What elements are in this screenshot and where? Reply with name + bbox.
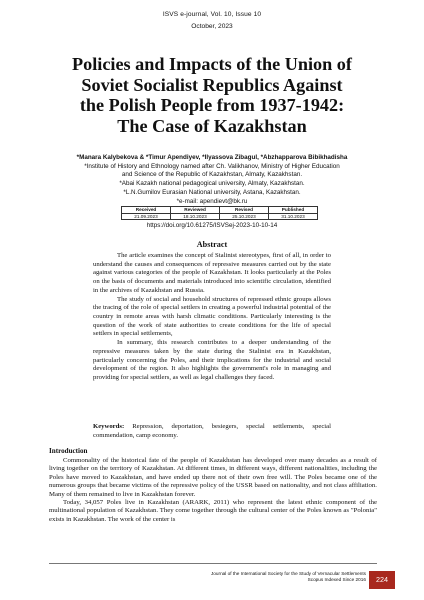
body-paragraph: Commonality of the historical fate of the people of Kazakhstan has developed over many decades as a result of living together on the territory of Kazakhstan. At different times, in different ways, different nationalities, including the Poles have moved to Kazakhstan, and have ended up there not of their own free will. The Poles became one of the numerous groups that became victims of the repressive policy of the USSR based on nationality, and not class affiliation. Many of them remained to live in Kazakhstan forever. xyxy=(49,457,377,498)
dates-value-cell: 18.10.2023 xyxy=(171,213,220,220)
footer-journal-text xyxy=(196,571,366,583)
footer-divider xyxy=(49,563,377,564)
title-line: Policies and Impacts of the Union of xyxy=(72,54,352,74)
issue-date: October, 2023 xyxy=(191,23,233,30)
page-header xyxy=(0,0,424,38)
keywords-block xyxy=(93,423,331,440)
keywords-label: Keywords: xyxy=(93,423,125,430)
affiliation-line: *Abai Kazakh national pedagogical university, Almaty, Kazakhstan. xyxy=(119,180,305,188)
author-block xyxy=(60,154,364,206)
dates-header-cell: Revised xyxy=(220,207,269,214)
paper-title xyxy=(40,54,384,136)
abstract-paragraph: The study of social and household structures of repressed ethnic groups allows the tracing of the role of special settlers in creating a powerful industrial potential of the country in remote areas with harsh climatic conditions. Particularly interesting is the question of the work of state authorities to create conditions for the life of special settlers in special settlements, xyxy=(93,295,331,338)
doi-link[interactable]: https://doi.org/10.61275/ISVSej-2023-10-10-14 xyxy=(146,222,278,229)
affiliation-line: *Institute of History and Ethnology named after Ch. Valikhanov, Ministry of Higher Education xyxy=(84,162,340,170)
dates-value-row xyxy=(122,213,318,220)
dates-header-cell: Published xyxy=(269,207,318,214)
abstract-paragraph: In summary, this research contributes to a deeper understanding of the repressive measures taken by the state during the Stalinist era in Kazakhstan, particularly concerning the Poles, and their implications for the industrial and social development of the region. It also highlights the government's role in managing and providing for special settlers, as well as legal challenges they faced. xyxy=(93,339,331,382)
dates-value-cell: 25.10.2023 xyxy=(220,213,269,220)
journal-issue-line: ISVS e-journal, Vol. 10, Issue 10 xyxy=(162,11,262,18)
abstract-body xyxy=(93,252,331,383)
title-line: Soviet Socialist Republics Against xyxy=(81,74,343,95)
dates-header-cell: Received xyxy=(122,207,171,214)
dates-header-cell: Reviewed xyxy=(171,207,220,214)
title-line: The Case of Kazakhstan xyxy=(117,115,307,136)
affiliation-line: *L.N.Gumilov Eurasian National university, Astana, Kazakhstan. xyxy=(123,188,301,196)
affiliation-line: and Science of the Republic of Kazakhstan, Almaty, Kazakhstan. xyxy=(121,171,303,179)
footer-line: Journal of the International Society for the Study of Vernacular Settlements xyxy=(210,571,366,576)
abstract-paragraph: The article examines the concept of Stalinist stereotypes, first of all, in order to understand the causes and consequences of repressive measures carried out by the state against various categories of the people of Kazakhstan. It looks particularly at the Poles on the basis of documents and materials introduced into scientific circulation, identified in the archives of Kazakhstan and Russia. xyxy=(93,252,331,294)
dates-value-cell: 21.09.2023 xyxy=(122,213,171,220)
title-line: the Polish People from 1937-1942: xyxy=(79,95,345,115)
author-email: *e-mail: apendievt@bk.ru xyxy=(176,197,248,205)
keywords-text: Repression, deportation, besiegers, special settlements, special commendation, camp economy. xyxy=(93,423,331,439)
dates-value-cell: 31.10.2023 xyxy=(269,213,318,220)
introduction-heading: Introduction xyxy=(49,447,88,455)
submission-dates-table xyxy=(121,206,318,220)
introduction-body xyxy=(49,457,377,524)
author-names: *Manara Kalybekova & *Timur Apendiyev, *Ilyassova Zibagul, *Abzhapparova Bibikhadisha xyxy=(76,154,348,161)
abstract-heading: Abstract xyxy=(196,240,228,249)
body-paragraph: Today, 34,057 Poles live in Kazakhstan (ARARK, 2011) who represent the latest ethnic component of the multinational population of Kazakhstan. They come together through the cultural center of the Poles known as "Polonia" exists in Kazakhstan. The work of the center is xyxy=(49,499,377,523)
page-number-badge: 224 xyxy=(369,571,395,589)
footer-line: Scopus Indexed Since 2016 xyxy=(307,577,366,583)
